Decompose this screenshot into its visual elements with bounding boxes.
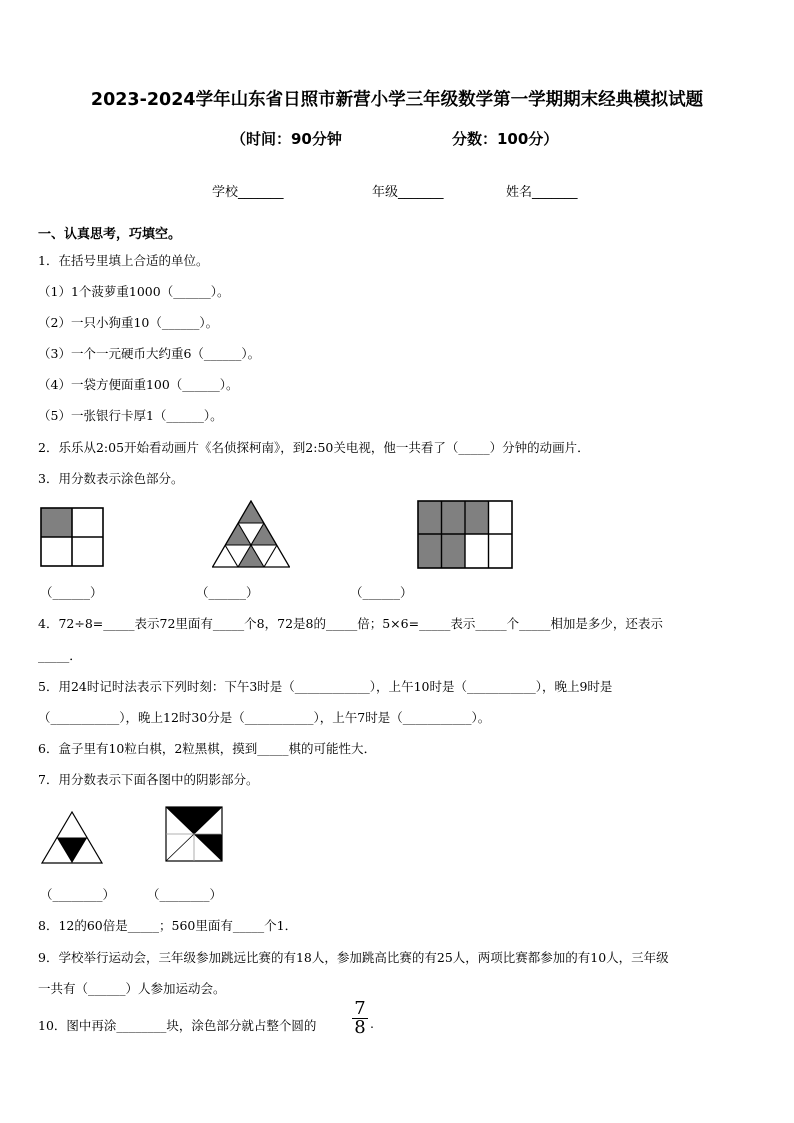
q7-answer-2: （________） <box>147 887 223 902</box>
q3-rectangle-figure <box>417 500 513 570</box>
q3-answer-1: （______） <box>40 585 103 600</box>
q3-answer-3: （______） <box>350 585 413 600</box>
q1-item-5: （5）一张银行卡厚1（______）。 <box>38 408 223 423</box>
q1-item-2: （2）一只小狗重10（______）。 <box>38 315 219 330</box>
q4-line-2: _____． <box>38 648 82 663</box>
q3-stem: 3．用分数表示涂色部分。 <box>38 471 184 486</box>
school-field: 学校_______ <box>212 185 284 200</box>
q1-item-1: （1）1个菠萝重1000（______）。 <box>38 284 230 299</box>
q10-fraction <box>352 1000 368 1037</box>
q7-square-figure <box>165 806 224 863</box>
q5-line-1: 5．用24时记时法表示下列时刻：下午3时是（____________），上午10时是（___________），晚上9时是 <box>38 679 613 694</box>
q1-stem: 1．在括号里填上合适的单位。 <box>38 253 209 268</box>
q1-item-3: （3）一个一元硬币大约重6（______）。 <box>38 346 261 361</box>
q8-text: 8．12的60倍是_____；560里面有_____个1． <box>38 918 298 933</box>
q3-square-figure <box>40 507 105 568</box>
q9-line-1: 9．学校举行运动会，三年级参加跳远比赛的有18人，参加跳高比赛的有25人，两项比赛都参加的有10人，三年级 <box>38 950 669 965</box>
q3-answer-2: （______） <box>196 585 259 600</box>
section-heading: 一、认真思考，巧填空。 <box>38 227 182 242</box>
q3-triangle-figure <box>212 500 290 570</box>
q9-line-2: 一共有（______）人参加运动会。 <box>38 981 226 996</box>
name-field: 姓名_______ <box>506 185 578 200</box>
fraction-denominator: 8 <box>354 1017 366 1038</box>
q10-period: . <box>370 1016 374 1031</box>
q7-answer-1: （________） <box>40 887 116 902</box>
q10-text: 10．图中再涂________块，涂色部分就占整个圆的 <box>38 1018 317 1033</box>
q1-item-4: （4）一袋方便面重100（______）。 <box>38 377 239 392</box>
exam-title: 2023-2024学年山东省日照市新营小学三年级数学第一学期期末经典模拟试题 <box>90 90 704 110</box>
q4-line-1: 4．72÷8=_____表示72里面有_____个8，72是8的_____倍；5×6=_____表示_____个_____相加是多少，还表示 <box>38 616 663 631</box>
q7-triangle-figure <box>41 811 103 865</box>
exam-time: （时间：90分钟 <box>231 130 342 148</box>
exam-score: 分数：100分） <box>452 130 559 148</box>
q6-text: 6．盒子里有10粒白棋，2粒黑棋，摸到_____棋的可能性大． <box>38 741 377 756</box>
grade-field: 年级_______ <box>372 185 444 200</box>
fraction-numerator: 7 <box>352 1000 368 1019</box>
q2-text: 2．乐乐从2:05开始看动画片《名侦探柯南》，到2:50关电视，他一共看了（_____）分钟的动画片． <box>38 440 590 455</box>
q7-stem: 7．用分数表示下面各图中的阴影部分。 <box>38 772 259 787</box>
q5-line-2: （___________），晚上12时30分是（___________），上午7时是（___________）。 <box>38 710 491 725</box>
